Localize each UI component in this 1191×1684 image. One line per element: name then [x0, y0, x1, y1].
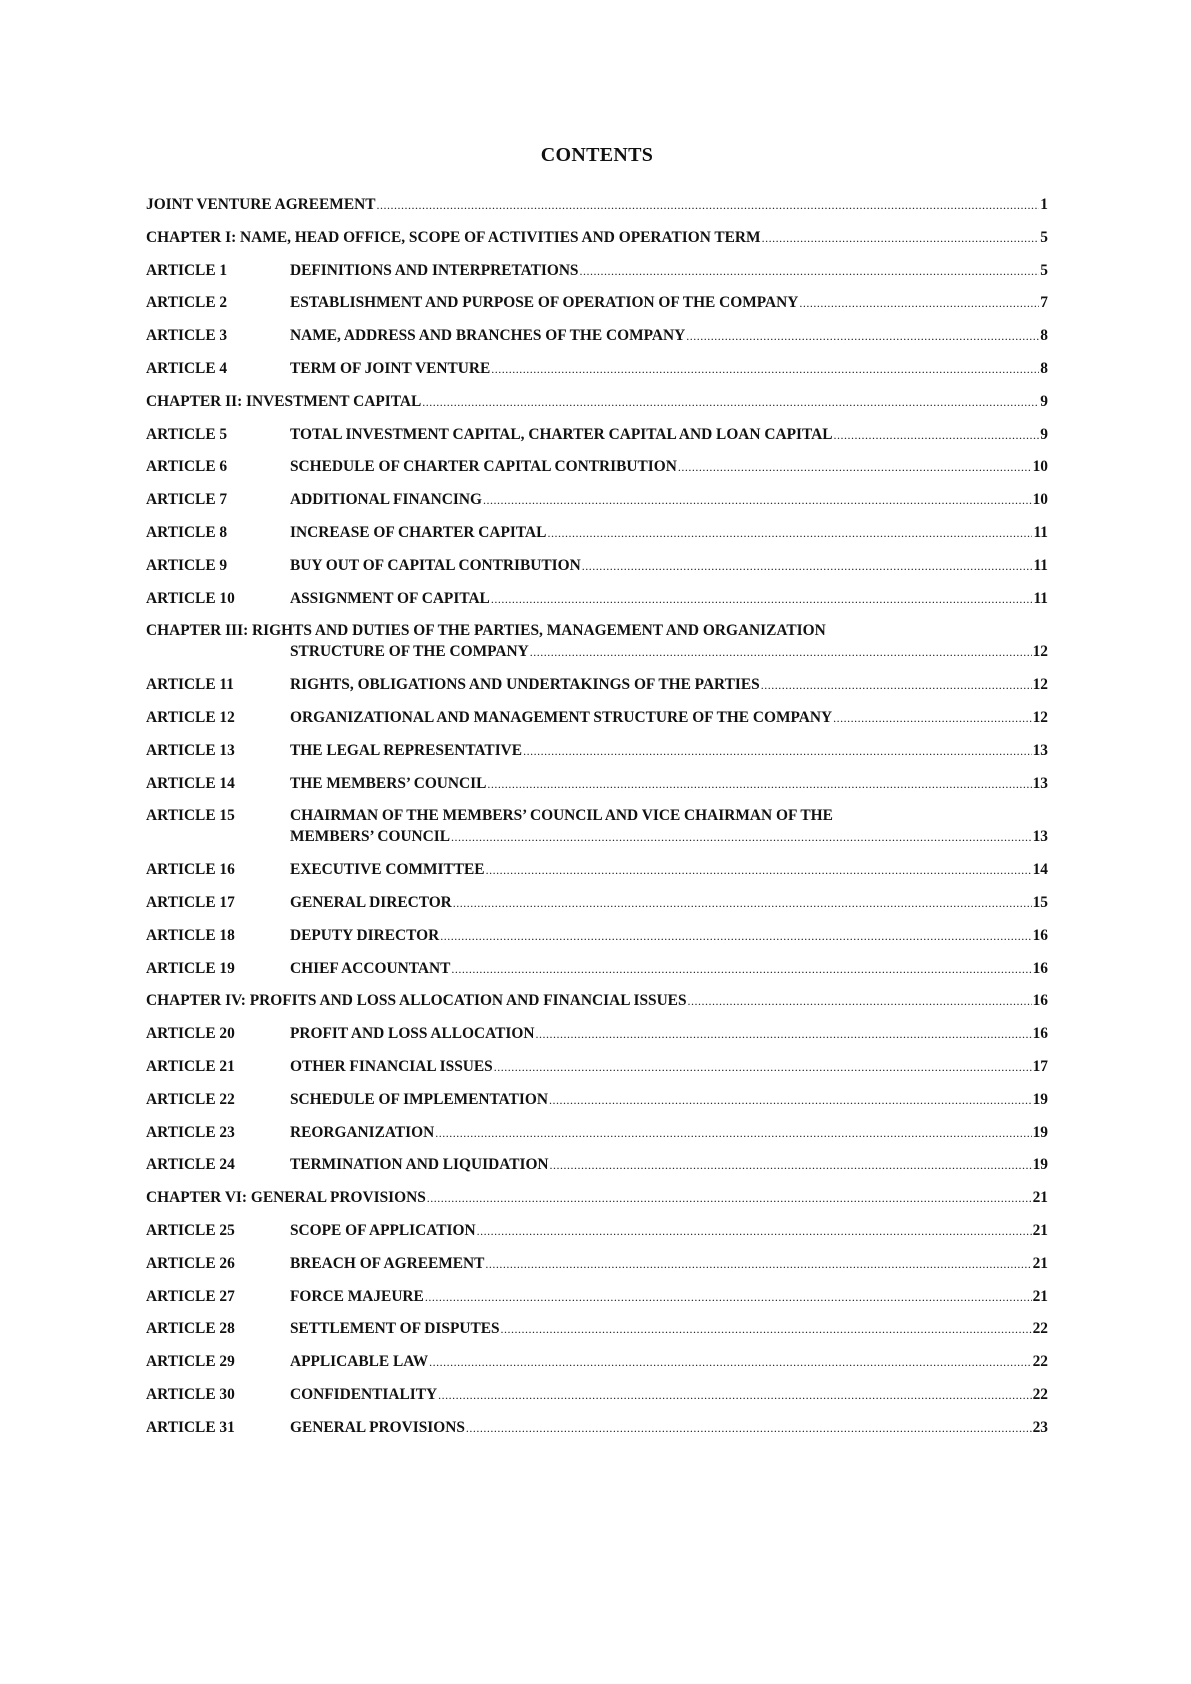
toc-entry[interactable] — [146, 1417, 1048, 1438]
dot-leader — [501, 1319, 1032, 1340]
toc-entry[interactable] — [146, 958, 1048, 979]
toc-entry-page-number: 11 — [1033, 523, 1048, 541]
toc-entry-title-continued: MEMBERS’ COUNCIL — [290, 828, 451, 846]
toc-entry[interactable] — [146, 1023, 1048, 1044]
toc-entry-line — [146, 1351, 1048, 1372]
toc-entry-line — [146, 325, 1048, 346]
toc-entry[interactable] — [146, 1318, 1048, 1339]
toc-entry-number: ARTICLE 18 — [146, 926, 235, 944]
toc-entry-page-number: 5 — [1040, 228, 1048, 246]
toc-entry-line — [146, 925, 1048, 946]
toc-entry-line — [146, 1286, 1048, 1307]
toc-entry-line — [146, 391, 1048, 412]
toc-entry-line — [146, 194, 1048, 215]
toc-entry-page-number: 19 — [1032, 1123, 1048, 1141]
toc-entry-title: FORCE MAJEURE — [290, 1287, 424, 1305]
toc-entry-line — [146, 489, 1048, 510]
dot-leader — [799, 293, 1039, 314]
toc-entry-title: APPLICABLE LAW — [290, 1353, 429, 1371]
toc-entry-page-number: 10 — [1032, 491, 1048, 509]
toc-entry-title: DEFINITIONS AND INTERPRETATIONS — [290, 261, 579, 279]
toc-entry-page-number: 13 — [1032, 774, 1048, 792]
toc-entry-page-number: 15 — [1032, 893, 1048, 911]
page-title: CONTENTS — [540, 144, 654, 166]
toc-entry-line — [146, 1318, 1048, 1339]
dot-leader — [523, 741, 1032, 762]
toc-entry-line — [146, 456, 1048, 477]
dot-leader — [487, 774, 1031, 795]
toc-entry[interactable] — [146, 522, 1048, 543]
toc-entry-number: ARTICLE 19 — [146, 959, 235, 977]
dot-leader — [451, 959, 1031, 980]
dot-leader — [451, 827, 1032, 848]
toc-entry-title: CONFIDENTIALITY — [290, 1385, 438, 1403]
toc-entry-number: ARTICLE 30 — [146, 1385, 235, 1403]
toc-entry-line — [146, 1089, 1048, 1110]
toc-entry-title: CHAPTER I: NAME, HEAD OFFICE, SCOPE OF ACTIVITIES AND OPERATION TERM — [146, 228, 761, 246]
toc-entry-line — [146, 358, 1048, 379]
toc-entry[interactable] — [146, 892, 1048, 913]
toc-entry[interactable] — [146, 1286, 1048, 1307]
toc-entry-number: ARTICLE 17 — [146, 893, 235, 911]
dot-leader — [429, 1352, 1032, 1373]
toc-entry-line — [146, 1154, 1048, 1175]
toc-entry-page-number: 9 — [1040, 425, 1048, 443]
dot-leader — [425, 1287, 1032, 1308]
toc-entry-first-line — [146, 620, 1048, 641]
toc-entry[interactable] — [146, 391, 1048, 412]
toc-entry[interactable] — [146, 1122, 1048, 1143]
toc-entry-line — [146, 1023, 1048, 1044]
toc-entry-title: ASSIGNMENT OF CAPITAL — [290, 589, 490, 607]
dot-leader — [466, 1418, 1032, 1439]
toc-entry-first-line — [146, 805, 1048, 826]
toc-entry-page-number: 7 — [1040, 294, 1048, 312]
toc-entry[interactable] — [146, 1351, 1048, 1372]
toc-entry-page-number: 8 — [1040, 327, 1048, 345]
toc-entry-title: GENERAL PROVISIONS — [290, 1418, 465, 1436]
dot-leader — [678, 457, 1032, 478]
toc-entry-title: NAME, ADDRESS AND BRANCHES OF THE COMPANY — [290, 327, 686, 345]
toc-entry-page-number: 12 — [1032, 643, 1048, 661]
toc-entry-title: BREACH OF AGREEMENT — [290, 1254, 485, 1272]
toc-entry-page-number: 10 — [1032, 458, 1048, 476]
toc-entry-line — [146, 990, 1048, 1011]
toc-entry-page-number: 12 — [1032, 708, 1048, 726]
dot-leader — [422, 392, 1039, 413]
toc-entry-title: SETTLEMENT OF DISPUTES — [290, 1320, 500, 1338]
toc-entry[interactable] — [146, 620, 1048, 662]
toc-entry-page-number: 1 — [1040, 196, 1048, 213]
toc-entry-second-line — [146, 641, 1048, 662]
dot-leader — [427, 1188, 1032, 1209]
toc-entry-title: OTHER FINANCIAL ISSUES — [290, 1057, 493, 1075]
toc-entry-page-number: 22 — [1032, 1353, 1048, 1371]
toc-entry-page-number: 11 — [1033, 556, 1048, 574]
toc-entry[interactable] — [146, 489, 1048, 510]
dot-leader — [485, 1254, 1031, 1275]
toc-entry-title: THE MEMBERS’ COUNCIL — [290, 774, 487, 792]
dot-leader — [761, 675, 1032, 696]
toc-entry[interactable] — [146, 424, 1048, 445]
toc-entry-number: ARTICLE 24 — [146, 1156, 235, 1174]
dot-leader — [494, 1057, 1032, 1078]
toc-entry-line — [146, 588, 1048, 609]
toc-entry-number: ARTICLE 9 — [146, 556, 228, 574]
toc-entry[interactable] — [146, 1056, 1048, 1077]
toc-entry-page-number: 19 — [1032, 1090, 1048, 1108]
toc-entry[interactable] — [146, 740, 1048, 761]
dot-leader — [376, 195, 1039, 216]
toc-entry-number: ARTICLE 3 — [146, 327, 228, 345]
toc-entry-page-number: 11 — [1033, 589, 1048, 607]
toc-entry-number: ARTICLE 20 — [146, 1025, 235, 1043]
toc-entry[interactable] — [146, 773, 1048, 794]
toc-entry-line — [146, 958, 1048, 979]
toc-entry-page-number: 14 — [1032, 861, 1048, 879]
toc-entry-number: ARTICLE 6 — [146, 458, 228, 476]
toc-entry-number: ARTICLE 11 — [146, 676, 234, 694]
toc-entry[interactable] — [146, 1384, 1048, 1405]
toc-entry-number: ARTICLE 7 — [146, 491, 228, 509]
toc-entry[interactable] — [146, 292, 1048, 313]
toc-entry-title: ORGANIZATIONAL AND MANAGEMENT STRUCTURE OF THE COMPANY — [290, 708, 833, 726]
toc-entry-number: ARTICLE 23 — [146, 1123, 235, 1141]
toc-entry-title: DEPUTY DIRECTOR — [290, 926, 440, 944]
toc-entry-page-number: 21 — [1032, 1254, 1048, 1272]
toc-entry-page-number: 16 — [1032, 992, 1048, 1010]
toc-entry-title: GENERAL DIRECTOR — [290, 893, 452, 911]
toc-entry-number: ARTICLE 27 — [146, 1287, 235, 1305]
toc-entry-page-number: 16 — [1032, 1025, 1048, 1043]
dot-leader — [686, 326, 1039, 347]
toc-entry-title: CHIEF ACCOUNTANT — [290, 959, 451, 977]
toc-entry-page-number: 13 — [1032, 828, 1048, 846]
dot-leader — [762, 228, 1040, 249]
toc-entry-page-number: 13 — [1032, 741, 1048, 759]
toc-entry[interactable] — [146, 1253, 1048, 1274]
toc-entry-title: TOTAL INVESTMENT CAPITAL, CHARTER CAPITAL AND LOAN CAPITAL — [290, 425, 833, 443]
dot-leader — [477, 1221, 1032, 1242]
toc-entry-second-line — [146, 826, 1048, 847]
toc-entry-number: ARTICLE 8 — [146, 523, 228, 541]
toc-entry-line — [146, 1122, 1048, 1143]
toc-entry-page-number: 17 — [1032, 1057, 1048, 1075]
dot-leader — [486, 860, 1032, 881]
toc-entry-line — [146, 773, 1048, 794]
toc-entry[interactable] — [146, 1187, 1048, 1208]
toc-entry-title: CHAPTER IV: PROFITS AND LOSS ALLOCATION AND FINANCIAL ISSUES — [146, 992, 687, 1010]
dot-leader — [549, 1090, 1032, 1111]
toc-entry-line — [146, 1253, 1048, 1274]
toc-entry-title: ADDITIONAL FINANCING — [290, 491, 482, 509]
toc-entry-page-number: 9 — [1040, 392, 1048, 410]
toc-entry-line — [146, 424, 1048, 445]
toc-entry-page-number: 21 — [1032, 1287, 1048, 1305]
toc-entry-title: JOINT VENTURE AGREEMENT — [146, 196, 376, 213]
toc-entry[interactable] — [146, 456, 1048, 477]
toc-entry-title: EXECUTIVE COMMITTEE — [290, 861, 485, 879]
toc-entry-page-number: 19 — [1032, 1156, 1048, 1174]
toc-entry-number: ARTICLE 28 — [146, 1320, 235, 1338]
toc-entry-title: CHAIRMAN OF THE MEMBERS’ COUNCIL AND VICE CHAIRMAN OF THE — [290, 807, 833, 825]
toc-entry[interactable] — [146, 859, 1048, 880]
toc-entry-number: ARTICLE 1 — [146, 261, 228, 279]
toc-entry-title-continued: STRUCTURE OF THE COMPANY — [290, 643, 529, 661]
toc-entry[interactable] — [146, 588, 1048, 609]
dot-leader — [483, 490, 1032, 511]
toc-entry-page-number: 22 — [1032, 1385, 1048, 1403]
toc-entry-page-number: 5 — [1040, 261, 1048, 279]
toc-entry-page-number: 21 — [1032, 1221, 1048, 1239]
dot-leader — [530, 642, 1032, 663]
dot-leader — [547, 523, 1032, 544]
toc-entry[interactable] — [146, 325, 1048, 346]
toc-entry-number: ARTICLE 21 — [146, 1057, 235, 1075]
toc-entry[interactable] — [146, 260, 1048, 281]
toc-entry-line — [146, 1056, 1048, 1077]
toc-entry-title: THE LEGAL REPRESENTATIVE — [290, 741, 523, 759]
toc-entry[interactable] — [146, 358, 1048, 379]
toc-entry-title: REORGANIZATION — [290, 1123, 435, 1141]
dot-leader — [582, 556, 1033, 577]
toc-entry-line — [146, 1417, 1048, 1438]
toc-entry-page-number: 21 — [1032, 1189, 1048, 1207]
toc-entry[interactable] — [146, 707, 1048, 728]
table-of-contents — [146, 194, 1048, 1449]
dot-leader — [491, 589, 1033, 610]
toc-entry-number: ARTICLE 13 — [146, 741, 235, 759]
toc-entry-line — [146, 859, 1048, 880]
toc-entry-title: SCHEDULE OF IMPLEMENTATION — [290, 1090, 548, 1108]
toc-entry-title: ESTABLISHMENT AND PURPOSE OF OPERATION OF THE COMPANY — [290, 294, 799, 312]
dot-leader — [580, 261, 1040, 282]
toc-entry-line — [146, 674, 1048, 695]
toc-entry-number: ARTICLE 2 — [146, 294, 228, 312]
dot-leader — [440, 926, 1031, 947]
toc-entry[interactable] — [146, 1154, 1048, 1175]
toc-entry-number: ARTICLE 29 — [146, 1353, 235, 1371]
toc-entry-title: CHAPTER III: RIGHTS AND DUTIES OF THE PARTIES, MANAGEMENT AND ORGANIZATION — [146, 622, 826, 640]
toc-entry-title: INCREASE OF CHARTER CAPITAL — [290, 523, 547, 541]
toc-entry-title: TERMINATION AND LIQUIDATION — [290, 1156, 549, 1174]
toc-entry-number: ARTICLE 12 — [146, 708, 235, 726]
toc-entry-line — [146, 522, 1048, 543]
toc-entry-number: ARTICLE 5 — [146, 425, 228, 443]
toc-entry-title: TERM OF JOINT VENTURE — [290, 359, 491, 377]
toc-entry-title: RIGHTS, OBLIGATIONS AND UNDERTAKINGS OF THE PARTIES — [290, 676, 760, 694]
toc-entry-line — [146, 555, 1048, 576]
toc-entry[interactable] — [146, 194, 1048, 215]
toc-entry-page-number: 16 — [1032, 959, 1048, 977]
toc-entry-line — [146, 260, 1048, 281]
dot-leader — [491, 359, 1039, 380]
toc-entry-page-number: 16 — [1032, 926, 1048, 944]
toc-entry[interactable] — [146, 925, 1048, 946]
toc-entry[interactable] — [146, 1089, 1048, 1110]
dot-leader — [535, 1024, 1031, 1045]
toc-entry[interactable] — [146, 555, 1048, 576]
toc-entry-title: SCOPE OF APPLICATION — [290, 1221, 476, 1239]
dot-leader — [550, 1155, 1032, 1176]
toc-entry-title: PROFIT AND LOSS ALLOCATION — [290, 1025, 535, 1043]
dot-leader — [453, 893, 1032, 914]
toc-entry-number: ARTICLE 26 — [146, 1254, 235, 1272]
toc-entry-line — [146, 1187, 1048, 1208]
toc-entry-line — [146, 707, 1048, 728]
toc-entry[interactable] — [146, 990, 1048, 1011]
toc-entry-number: ARTICLE 16 — [146, 861, 235, 879]
toc-entry-page-number: 22 — [1032, 1320, 1048, 1338]
dot-leader — [833, 708, 1031, 729]
toc-entry[interactable] — [146, 674, 1048, 695]
toc-entry-title: CHAPTER VI: GENERAL PROVISIONS — [146, 1189, 426, 1207]
toc-entry-number: ARTICLE 4 — [146, 359, 228, 377]
toc-entry-page-number: 23 — [1032, 1418, 1048, 1436]
toc-entry-line — [146, 1220, 1048, 1241]
toc-entry-page-number: 12 — [1032, 676, 1048, 694]
toc-entry-page-number: 8 — [1040, 359, 1048, 377]
toc-entry-line — [146, 740, 1048, 761]
toc-entry-line — [146, 1384, 1048, 1405]
toc-entry-title: BUY OUT OF CAPITAL CONTRIBUTION — [290, 556, 581, 574]
toc-entry-line — [146, 227, 1048, 248]
toc-entry[interactable] — [146, 805, 1048, 847]
toc-entry-number: ARTICLE 31 — [146, 1418, 235, 1436]
toc-entry[interactable] — [146, 1220, 1048, 1241]
toc-entry-line — [146, 892, 1048, 913]
toc-entry-number: ARTICLE 22 — [146, 1090, 235, 1108]
toc-entry-number: ARTICLE 10 — [146, 589, 235, 607]
dot-leader — [834, 425, 1040, 446]
dot-leader — [688, 991, 1032, 1012]
dot-leader — [435, 1123, 1031, 1144]
dot-leader — [438, 1385, 1032, 1406]
toc-entry-title: CHAPTER II: INVESTMENT CAPITAL — [146, 392, 422, 410]
toc-entry[interactable] — [146, 227, 1048, 248]
toc-entry-line — [146, 292, 1048, 313]
toc-entry-number: ARTICLE 14 — [146, 774, 235, 792]
toc-entry-title: SCHEDULE OF CHARTER CAPITAL CONTRIBUTION — [290, 458, 677, 476]
toc-entry-number: ARTICLE 25 — [146, 1221, 235, 1239]
toc-entry-number: ARTICLE 15 — [146, 807, 235, 825]
